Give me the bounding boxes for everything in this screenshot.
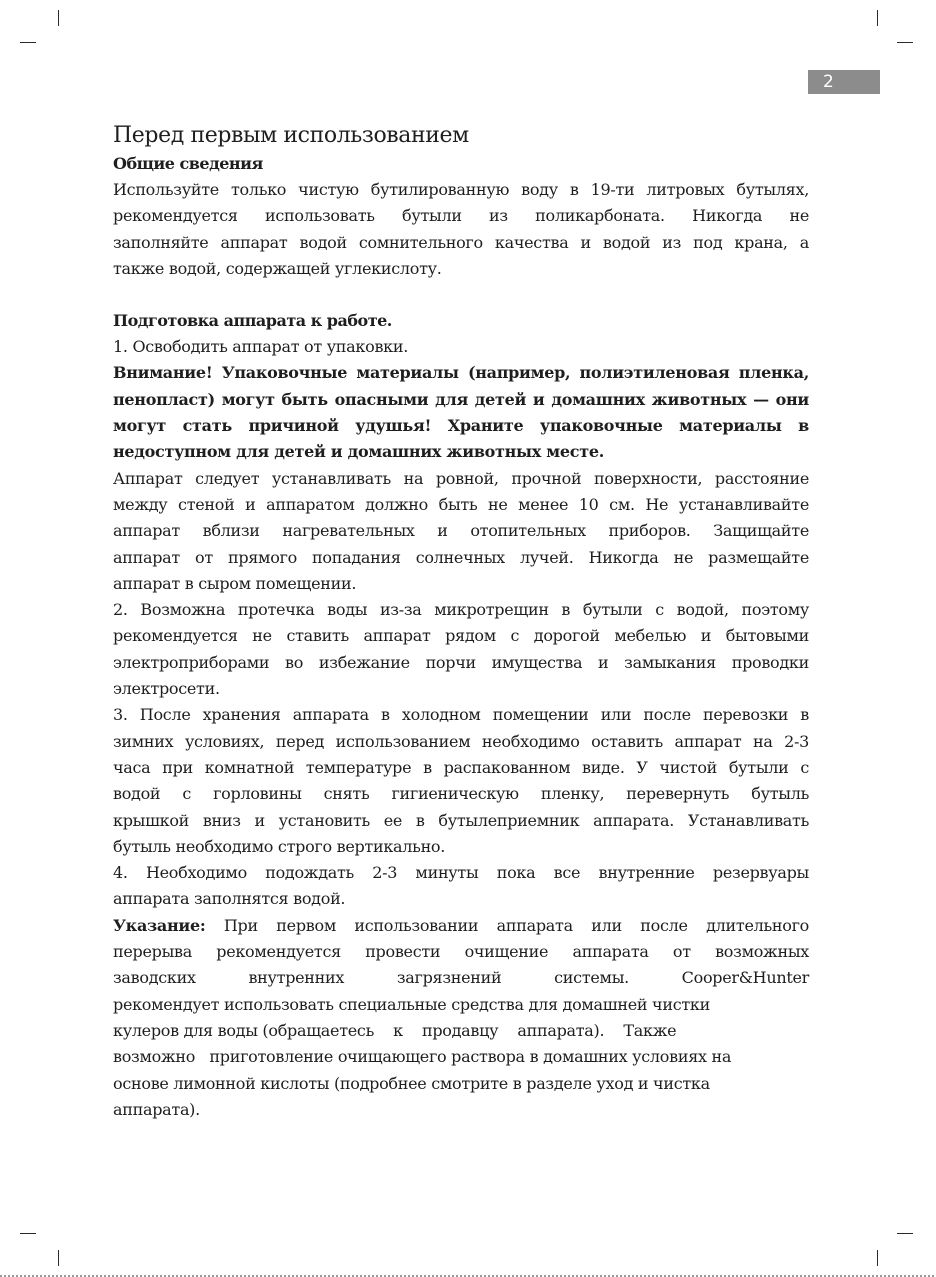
text-line: основе лимонной кислоты (подробнее смотрите в разделе уход и чистка [113,1073,710,1093]
crop-mark [877,10,878,26]
text-line: также водой, содержащей углекислоту. [113,258,442,278]
text-line: Аппарат следует устанавливать на ровной, прочной поверхности, расстояние [113,468,809,488]
crop-mark [20,1233,36,1234]
section-heading-prep: Подготовка аппарата к работе. [113,311,392,331]
text-line: могут стать причиной удушья! Храните упаковочные материалы в [113,416,809,436]
step-4-paragraph [113,860,809,913]
text-line: 2. Возможна протечка воды из-за микротрещин в бутыли с водой, поэтому [113,600,809,620]
text-line: зимних условиях, перед использованием необходимо оставить аппарат на 2-3 [113,731,809,751]
note-label: Указание: [113,915,206,935]
text-line: кулеров для воды (обращаетесь к продавцу аппарата). Также [113,1020,677,1040]
step-3-paragraph [113,702,809,860]
text-line: заполняйте аппарат водой сомнительного качества и водой из под крана, а [113,232,809,252]
crop-mark [20,42,36,43]
text-line: 3. После хранения аппарата в холодном помещении или после перевозки в [113,705,809,725]
text-line: аппарат в сыром помещении. [113,573,357,593]
text-line [113,913,809,939]
step-1: 1. Освободить аппарат от упаковки. [113,337,409,357]
step-2-paragraph [113,597,809,702]
text-line: рекомендуется использовать бутыли из поликарбоната. Никогда не [113,206,809,226]
text-line: Используйте только чистую бутилированную воду в 19-ти литровых бутылях, [113,180,809,199]
text-line: электросети. [113,679,220,699]
text-line: часа при комнатной температуре в распакованном виде. У чистой бутыли с [113,757,809,777]
crop-mark [58,10,59,26]
document-body [113,121,809,1123]
text-line: 4. Необходимо подождать 2-3 минуты пока все внутренние резервуары [113,863,809,883]
text-line: перерыва рекомендуется провести очищение аппарата от возможных [113,942,809,962]
placement-paragraph [113,466,809,597]
text-line: аппарат вблизи нагревательных и отопительных приборов. Защищайте [113,521,809,541]
text-line: бутыль необходимо строго вертикально. [113,836,446,856]
text-line: пенопласт) могут быть опасными для детей и домашних животных — они [113,389,809,409]
text-line: возможно приготовление очищающего раствора в домашних условиях на [113,1047,732,1067]
note-first-text: При первом использовании аппарата или после длительного [223,915,809,935]
text-line: между стеной и аппаратом должно быть не менее 10 см. Не устанавливайте [113,494,809,514]
crop-mark [897,42,913,43]
note-paragraph [113,913,809,1123]
page-title: Перед первым использованием [113,123,469,148]
text-line: аппарата заполнятся водой. [113,889,346,909]
crop-mark [58,1250,59,1266]
text-line: недоступном для детей и домашних животных месте. [113,442,604,462]
crop-mark [897,1233,913,1234]
spacer [113,282,809,308]
text-line: электроприборами во избежание порчи имущества и замыкания проводки [113,652,809,672]
crop-mark [877,1250,878,1266]
general-paragraph [113,177,809,282]
section-heading-general: Общие сведения [113,154,263,173]
text-line: Внимание! Упаковочные материалы (например, полиэтиленовая пленка, [113,363,809,383]
text-line: крышкой вниз и установить ее в бутылеприемник аппарата. Устанавливать [113,810,809,830]
text-line: аппарат от прямого попадания солнечных лучей. Никогда не размещайте [113,547,809,567]
warning-paragraph [113,360,809,465]
text-line: рекомендует использовать специальные средства для домашней чистки [113,994,710,1014]
page-number-badge: 2 [808,70,880,94]
text-line: заводских внутренних загрязнений системы. Cooper&Hunter [113,968,809,988]
text-line: рекомендуется не ставить аппарат рядом с дорогой мебелью и бытовыми [113,626,809,646]
text-line: аппарата). [113,1099,200,1119]
text-line: водой с горловины снять гигиеническую пленку, перевернуть бутыль [113,784,809,804]
